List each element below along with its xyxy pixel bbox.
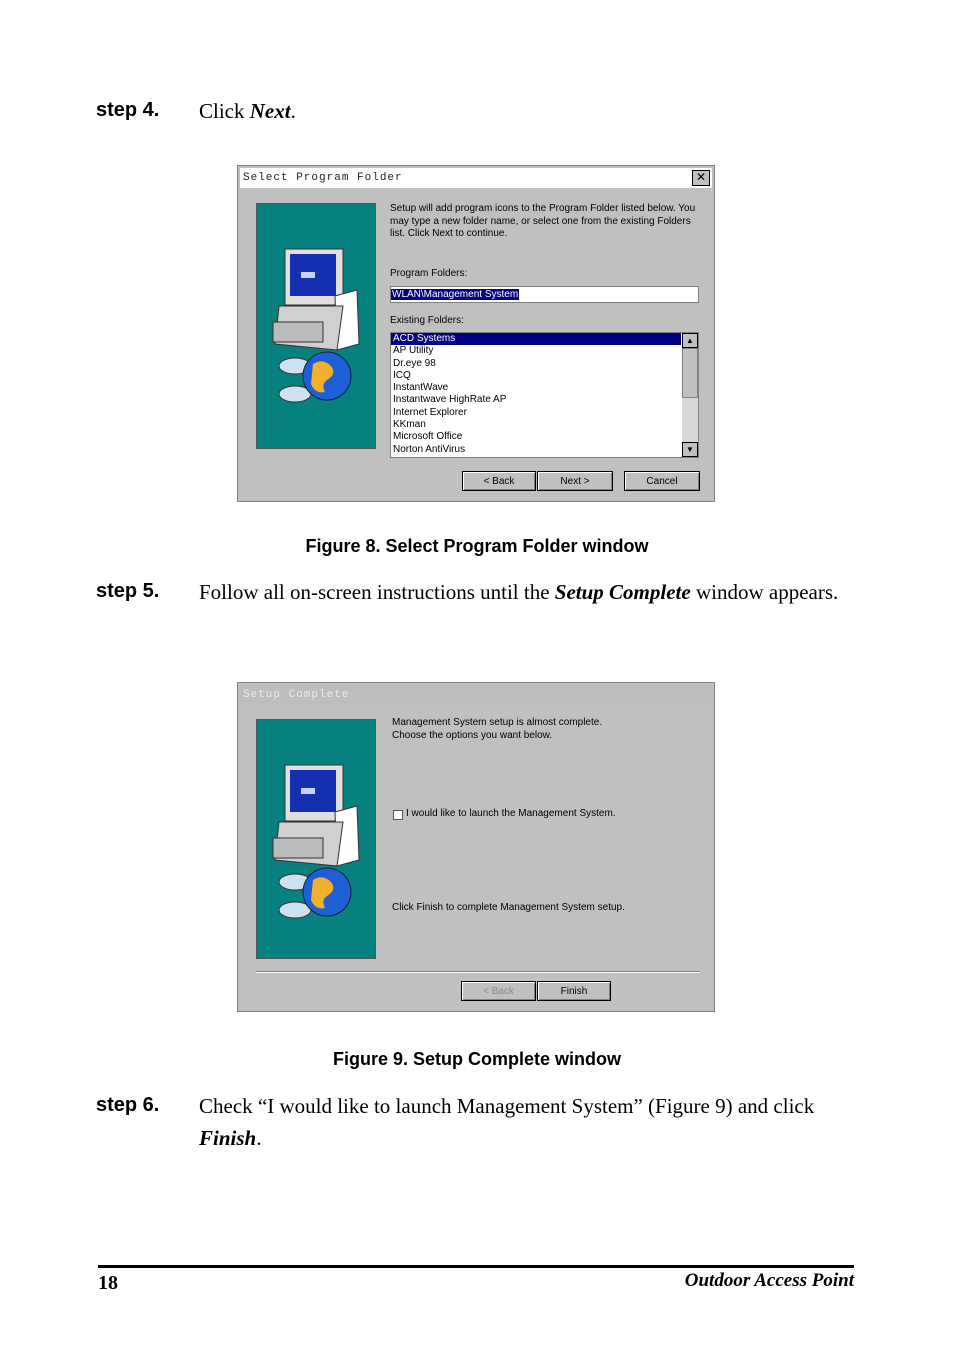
step-5-suffix: window appears. — [690, 580, 839, 604]
step-4-label: step 4. — [96, 99, 160, 121]
folder-list-item[interactable]: Internet Explorer — [393, 406, 467, 418]
step-6-label: step 6. — [96, 1094, 160, 1116]
finish-instructions: Click Finish to complete Management System setup. — [392, 902, 625, 913]
program-folder-input[interactable] — [390, 286, 699, 303]
cancel-button[interactable]: Cancel — [624, 471, 700, 491]
folder-list-item[interactable]: Norton AntiVirus — [393, 443, 466, 455]
folder-list-item[interactable]: Dr.eye 98 — [393, 357, 436, 369]
step-6-suffix: . — [256, 1126, 262, 1150]
back-button[interactable]: < Back — [462, 471, 536, 491]
dialog-titlebar — [240, 168, 712, 188]
step-5-emph: Setup Complete — [554, 580, 691, 604]
program-folder-value: WLAN\Management System — [392, 289, 519, 300]
folder-list-item[interactable]: ACD Systems — [391, 333, 681, 345]
divider — [256, 971, 700, 973]
program-folders-label: Program Folders: — [390, 268, 468, 279]
close-icon[interactable]: ✕ — [692, 170, 710, 186]
setup-illustration — [256, 719, 376, 959]
launch-checkbox-label: I would like to launch the Management System. — [406, 808, 616, 819]
select-program-folder-dialog — [237, 165, 715, 502]
step-6-emph: Finish — [199, 1126, 257, 1150]
folder-list-item[interactable]: Microsoft Office — [393, 431, 463, 443]
folder-list-item[interactable]: ICQ — [393, 369, 411, 381]
footer-rule — [98, 1265, 854, 1268]
folder-list-item[interactable]: KKman — [393, 419, 426, 431]
folder-list-scrollbar[interactable] — [682, 333, 698, 457]
intro-text: Setup will add program icons to the Program Folder listed below. You may type a new folder name, or select one from the existing Folders list. Click Next to continue. — [390, 203, 696, 239]
existing-folders-label: Existing Folders: — [390, 315, 464, 326]
computer-globe-image — [257, 204, 375, 448]
folder-list-item[interactable]: InstantWave — [393, 382, 449, 394]
step-4-suffix: . — [290, 99, 296, 123]
step-4-emph: Next — [249, 99, 291, 123]
footer-title: Outdoor Access Point — [684, 1270, 854, 1291]
step-5-label: step 5. — [96, 580, 160, 602]
folder-list-item[interactable]: AP Utility — [393, 345, 434, 357]
step-4-prefix: Click — [199, 99, 250, 123]
computer-globe-image — [257, 720, 375, 958]
step-5-prefix: Follow all on-screen instructions until the — [199, 580, 555, 604]
figure-9-caption: Figure 9. Setup Complete window — [332, 1049, 622, 1069]
step-6-text — [199, 1090, 869, 1154]
existing-folders-list[interactable] — [390, 332, 699, 458]
dialog-title: Select Program Folder — [243, 172, 403, 184]
page-number: 18 — [98, 1272, 118, 1294]
dialog-title: Setup Complete — [243, 689, 350, 701]
launch-checkbox[interactable] — [393, 810, 403, 820]
scroll-thumb[interactable] — [682, 348, 698, 398]
folder-list-item[interactable]: Instantwave HighRate AP — [393, 394, 507, 406]
step-6-prefix: Check “I would like to launch Management System” (Figure 9) and click — [199, 1094, 815, 1118]
scroll-up-icon[interactable]: ▲ — [682, 333, 698, 348]
dialog-titlebar — [240, 685, 712, 705]
figure-8-caption: Figure 8. Select Program Folder window — [305, 536, 649, 556]
back-button[interactable]: < Back — [461, 981, 536, 1001]
setup-illustration — [256, 203, 376, 449]
scroll-down-icon[interactable]: ▼ — [682, 442, 698, 457]
step-5-text — [199, 576, 869, 608]
next-button[interactable]: Next > — [537, 471, 613, 491]
finish-button[interactable]: Finish — [537, 981, 611, 1001]
step-4-text — [199, 95, 869, 127]
setup-message: Management System setup is almost complete. Choose the options you want below. — [392, 717, 603, 741]
setup-complete-dialog — [237, 682, 715, 1012]
